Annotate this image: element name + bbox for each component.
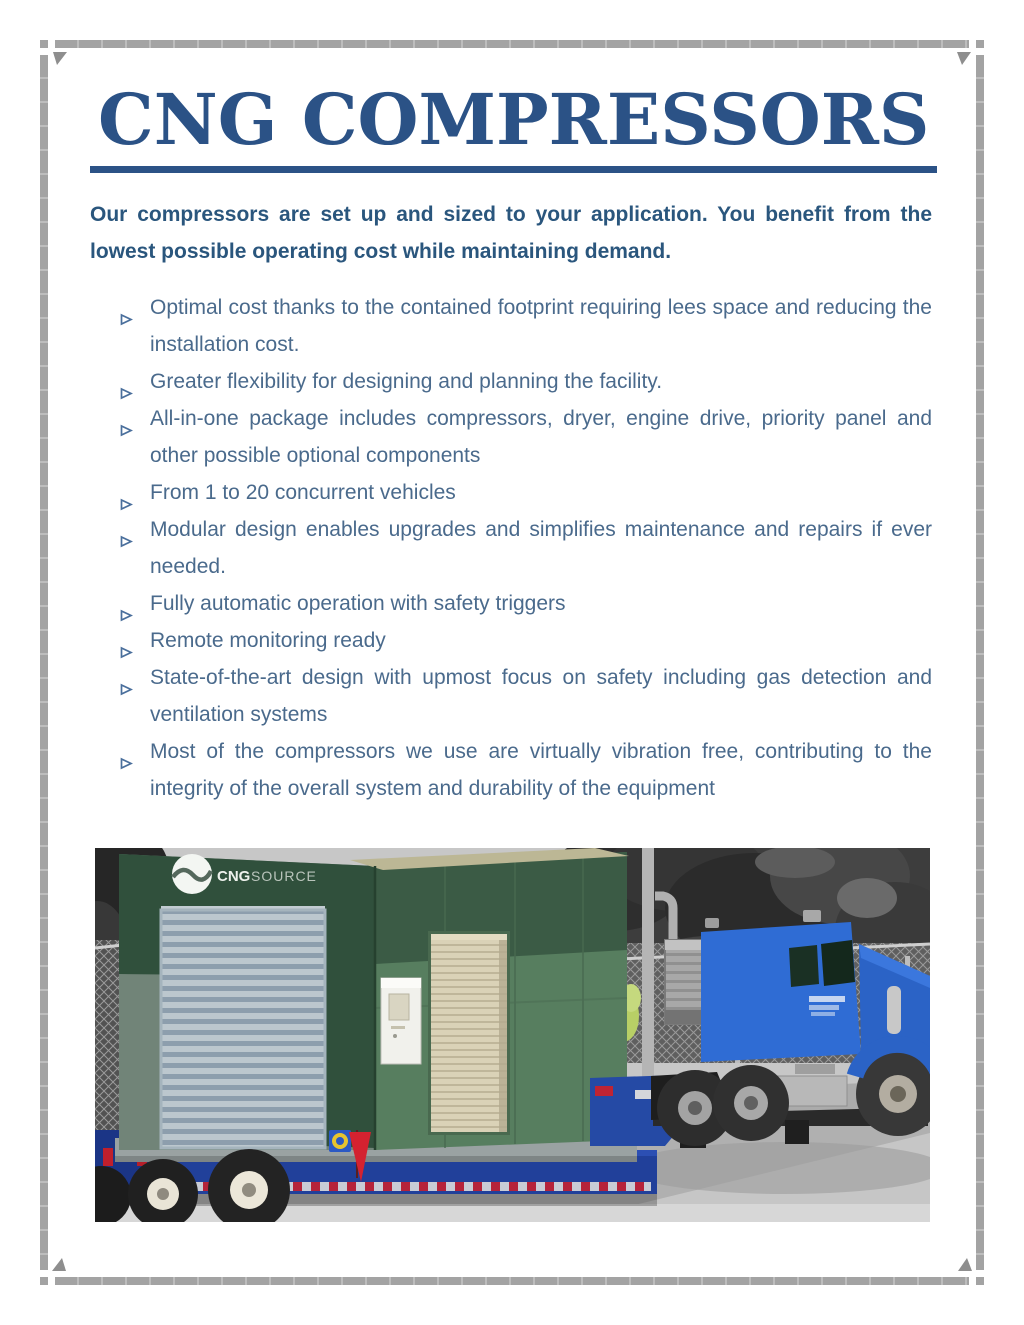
page-title: CNG COMPRESSORS bbox=[90, 78, 937, 173]
list-item-text: State-of-the-art design with upmost focus on safety including gas detection and ventilation systems bbox=[150, 666, 932, 726]
border-corner-triangle bbox=[53, 52, 67, 65]
photo-cng-compressor-truck bbox=[95, 848, 930, 1222]
arrow-bullet-icon bbox=[120, 523, 133, 536]
list-item bbox=[90, 474, 932, 511]
border-corner-triangle bbox=[957, 52, 971, 65]
border-corner-square bbox=[40, 1277, 48, 1285]
list-item bbox=[90, 622, 932, 659]
list-item-text: Most of the compressors we use are virtually vibration free, contributing to the integrity of the overall system and durability of the equipment bbox=[150, 740, 932, 800]
border-corner-triangle bbox=[52, 1258, 66, 1271]
logo-text-primary: CNG bbox=[217, 868, 251, 885]
border-corner-square bbox=[976, 40, 984, 48]
arrow-bullet-icon bbox=[120, 671, 133, 684]
utility-pole bbox=[642, 848, 654, 1088]
list-item-text: Greater flexibility for designing and planning the facility. bbox=[150, 370, 663, 393]
list-item-text: Optimal cost thanks to the contained footprint requiring lees space and reducing the installation cost. bbox=[150, 296, 932, 356]
arrow-bullet-icon bbox=[120, 745, 133, 758]
list-item-text: Modular design enables upgrades and simplifies maintenance and repairs if ever needed. bbox=[150, 518, 932, 578]
air-cleaner bbox=[887, 986, 901, 1034]
intro-paragraph: Our compressors are set up and sized to your application. You benefit from the lowest possible operating cost while maintaining demand. bbox=[90, 203, 932, 263]
border-corner-square bbox=[976, 1277, 984, 1285]
list-item-text: From 1 to 20 concurrent vehicles bbox=[150, 481, 456, 504]
compressor-container bbox=[115, 848, 637, 1182]
windshield bbox=[821, 940, 855, 986]
electrical-box bbox=[381, 978, 421, 1064]
arrow-bullet-icon bbox=[120, 597, 133, 610]
list-item-text: Remote monitoring ready bbox=[150, 629, 386, 652]
border-bar-right bbox=[976, 55, 984, 1270]
list-item bbox=[90, 733, 932, 807]
arrow-bullet-icon bbox=[120, 634, 133, 647]
list-item bbox=[90, 400, 932, 474]
arrow-bullet-icon bbox=[120, 486, 133, 499]
roll-up-door bbox=[431, 934, 507, 1132]
border-corner-square bbox=[40, 40, 48, 48]
arrow-bullet-icon bbox=[120, 375, 133, 388]
louver-vent bbox=[161, 910, 325, 1148]
list-item-text: Fully automatic operation with safety triggers bbox=[150, 592, 566, 615]
border-corner-triangle bbox=[958, 1258, 972, 1271]
list-item bbox=[90, 363, 932, 400]
arrow-bullet-icon bbox=[120, 301, 133, 314]
logo-text-secondary: SOURCE bbox=[251, 868, 317, 884]
list-item-text: All-in-one package includes compressors, dryer, engine drive, priority panel and other possible optional components bbox=[150, 407, 932, 467]
side-window bbox=[789, 945, 819, 987]
list-item bbox=[90, 659, 932, 733]
list-item bbox=[90, 585, 932, 622]
border-bar-left bbox=[40, 55, 48, 1270]
photo-illustration bbox=[95, 848, 930, 1222]
border-bar-bottom bbox=[55, 1277, 969, 1285]
border-bar-top bbox=[55, 40, 969, 48]
list-item bbox=[90, 289, 932, 363]
list-item bbox=[90, 511, 932, 585]
feature-list bbox=[90, 289, 932, 807]
arrow-bullet-icon bbox=[120, 412, 133, 425]
